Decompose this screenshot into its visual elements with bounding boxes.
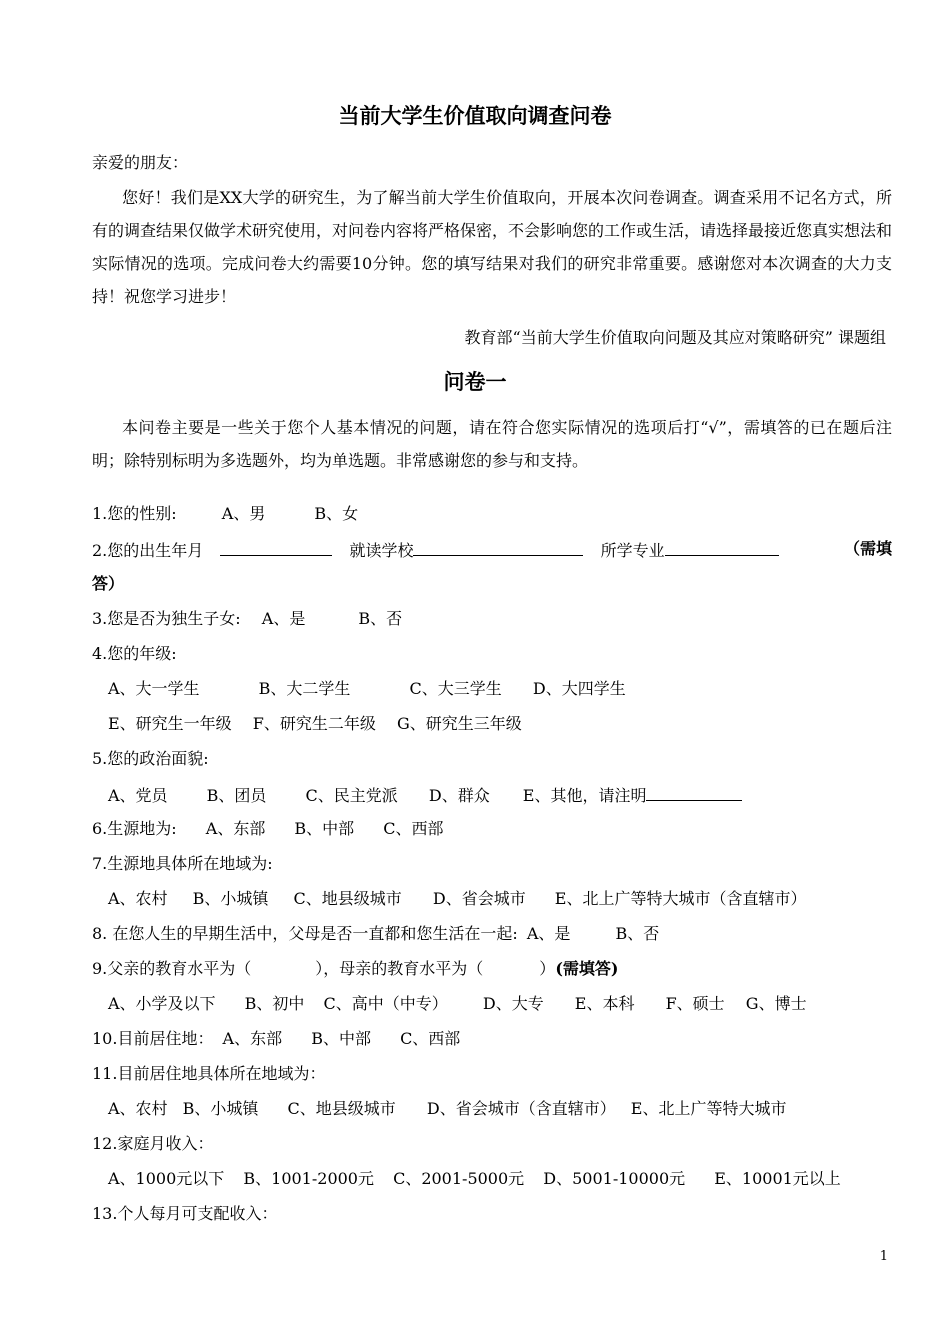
option-a[interactable]: A、农村 bbox=[108, 889, 168, 908]
school-blank[interactable] bbox=[413, 537, 583, 556]
birth-date-blank[interactable] bbox=[220, 537, 332, 556]
option-d[interactable]: D、省会城市（含直辖市） bbox=[426, 1099, 616, 1118]
question-3 bbox=[92, 607, 402, 631]
question-label-father: 9.父亲的教育水平为（ bbox=[92, 959, 252, 978]
other-blank[interactable] bbox=[646, 782, 742, 801]
question-4-options-row2 bbox=[108, 712, 522, 736]
option-a[interactable]: A、东部 bbox=[205, 819, 266, 838]
question-9-options bbox=[108, 992, 807, 1016]
option-a[interactable]: A、男 bbox=[221, 504, 266, 523]
option-c[interactable]: C、大三学生 bbox=[409, 679, 502, 698]
fill-in-note: （需填 bbox=[843, 539, 892, 558]
option-d[interactable]: D、群众 bbox=[428, 786, 490, 805]
question-11-options bbox=[108, 1097, 786, 1121]
major-label: 所学专业 bbox=[600, 541, 665, 560]
option-a[interactable]: A、农村 bbox=[108, 1099, 168, 1118]
fill-in-note: (需填答) bbox=[555, 959, 619, 978]
option-a[interactable]: A、党员 bbox=[108, 786, 168, 805]
question-12-options bbox=[108, 1167, 841, 1191]
question-7-options bbox=[108, 887, 806, 911]
section-title: 问卷一 bbox=[443, 369, 507, 394]
option-b[interactable]: B、否 bbox=[615, 924, 660, 943]
option-b[interactable]: B、1001-2000元 bbox=[243, 1169, 374, 1188]
option-d[interactable]: D、省会城市 bbox=[432, 889, 526, 908]
option-e[interactable]: E、北上广等特大城市 bbox=[630, 1099, 787, 1118]
question-label-end: ） bbox=[539, 959, 556, 978]
option-b[interactable]: B、初中 bbox=[244, 994, 305, 1013]
question-4-options-row1 bbox=[108, 677, 626, 701]
question-label: 6.生源地为: bbox=[92, 819, 177, 838]
option-e[interactable]: E、研究生一年级 bbox=[108, 714, 232, 733]
option-a[interactable]: A、小学及以下 bbox=[108, 994, 216, 1013]
question-label: 10.目前居住地： bbox=[92, 1029, 214, 1048]
question-4: 4.您的年级: bbox=[92, 644, 177, 663]
option-b[interactable]: B、中部 bbox=[311, 1029, 371, 1048]
question-label-mother: ），母亲的教育水平为（ bbox=[315, 959, 484, 978]
signature: 教育部“当前大学生价值取向问题及其应对策略研究” 课题组 bbox=[464, 328, 886, 347]
question-label: 1.您的性别: bbox=[92, 504, 177, 523]
question-5-options bbox=[108, 782, 742, 808]
option-b[interactable]: B、女 bbox=[314, 504, 359, 523]
option-c[interactable]: C、民主党派 bbox=[305, 786, 398, 805]
option-d[interactable]: D、大专 bbox=[482, 994, 544, 1013]
question-2 bbox=[92, 537, 892, 563]
major-blank[interactable] bbox=[665, 537, 779, 556]
fill-in-note-cont: 答） bbox=[92, 574, 125, 593]
option-f[interactable]: F、研究生二年级 bbox=[252, 714, 376, 733]
option-e[interactable]: E、10001元以上 bbox=[714, 1169, 841, 1188]
option-c[interactable]: C、高中（中专） bbox=[323, 994, 448, 1013]
question-label: 2.您的出生年月 bbox=[92, 541, 204, 560]
intro-paragraph: 您好！我们是XX大学的研究生，为了解当前大学生价值取向，开展本次问卷调查。调查采用不记名方式，所有的调查结果仅做学术研究使用，对问卷内容将严格保密，不会影响您的工作或生活，请选择最接近您真实想法和实际情况的选项。完成问卷大约需要10分钟。您的填写结果对我们的研究非常重要。感谢您对本次调查的大力支持！祝您学习进步！ bbox=[92, 188, 893, 306]
option-e[interactable]: E、北上广等特大城市（含直辖市） bbox=[554, 889, 807, 908]
page-number: 1 bbox=[879, 1249, 888, 1264]
option-g[interactable]: G、博士 bbox=[745, 994, 807, 1013]
instructions-paragraph: 本问卷主要是一些关于您个人基本情况的问题，请在符合您实际情况的选项后打“√”，需填答的已在题后注明；除特别标明为多选题外，均为单选题。非常感谢您的参与和支持。 bbox=[92, 418, 892, 470]
question-12: 12.家庭月收入： bbox=[92, 1134, 214, 1153]
option-e[interactable]: E、本科 bbox=[574, 994, 635, 1013]
question-8 bbox=[92, 922, 659, 946]
question-1 bbox=[92, 502, 358, 526]
question-label: 8. 在您人生的早期生活中，父母是否一直都和您生活在一起: bbox=[92, 924, 518, 943]
option-b[interactable]: B、小城镇 bbox=[192, 889, 269, 908]
option-c[interactable]: C、西部 bbox=[400, 1029, 461, 1048]
option-g[interactable]: G、研究生三年级 bbox=[396, 714, 522, 733]
question-label: 3.您是否为独生子女: bbox=[92, 609, 241, 628]
question-11: 11.目前居住地具体所在地域为： bbox=[92, 1064, 326, 1083]
option-a[interactable]: A、东部 bbox=[222, 1029, 283, 1048]
option-b[interactable]: B、团员 bbox=[206, 786, 267, 805]
page-title: 当前大学生价值取向调查问卷 bbox=[338, 103, 612, 128]
option-c[interactable]: C、西部 bbox=[383, 819, 444, 838]
option-b[interactable]: B、大二学生 bbox=[258, 679, 351, 698]
option-b[interactable]: B、否 bbox=[358, 609, 403, 628]
option-a[interactable]: A、1000元以下 bbox=[108, 1169, 225, 1188]
question-9 bbox=[92, 957, 618, 981]
option-a[interactable]: A、是 bbox=[261, 609, 306, 628]
option-f[interactable]: F、硕士 bbox=[665, 994, 725, 1013]
school-label: 就读学校 bbox=[349, 541, 414, 560]
question-10 bbox=[92, 1027, 460, 1051]
question-13: 13.个人每月可支配收入： bbox=[92, 1204, 278, 1223]
question-5: 5.您的政治面貌: bbox=[92, 749, 209, 768]
option-c[interactable]: C、2001-5000元 bbox=[393, 1169, 525, 1188]
option-e[interactable]: E、其他，请注明 bbox=[522, 786, 647, 805]
option-b[interactable]: B、小城镇 bbox=[182, 1099, 259, 1118]
option-c[interactable]: C、地县级城市 bbox=[293, 889, 402, 908]
option-c[interactable]: C、地县级城市 bbox=[287, 1099, 396, 1118]
question-7: 7.生源地具体所在地域为: bbox=[92, 854, 273, 873]
question-6 bbox=[92, 817, 444, 841]
greeting: 亲爱的朋友： bbox=[92, 153, 189, 172]
option-d[interactable]: D、大四学生 bbox=[532, 679, 626, 698]
option-a[interactable]: A、是 bbox=[526, 924, 571, 943]
option-b[interactable]: B、中部 bbox=[294, 819, 355, 838]
option-d[interactable]: D、5001-10000元 bbox=[543, 1169, 686, 1188]
option-a[interactable]: A、大一学生 bbox=[108, 679, 200, 698]
